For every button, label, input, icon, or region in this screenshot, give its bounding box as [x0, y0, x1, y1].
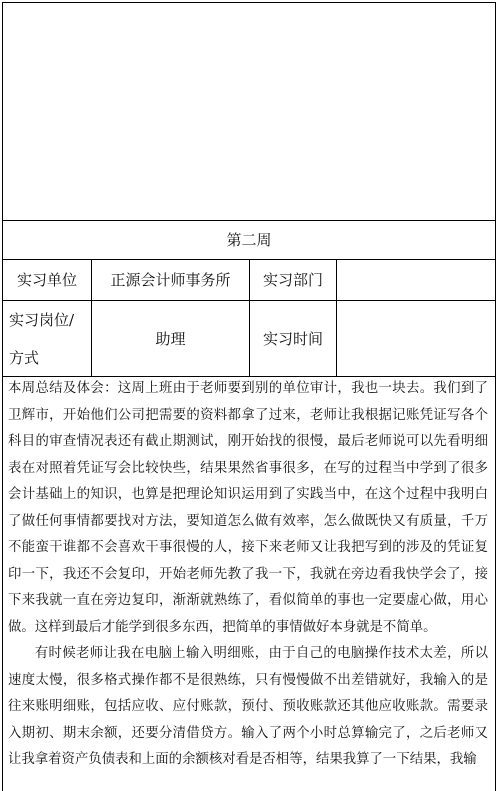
summary-paragraph: 本周总结及体会：这周上班由于老师要到别的单位审计，我也一块去。我们到了卫辉市，开始他们公司把需要的资料都拿了过来，老师让我根据记账凭证写各个科目的审查情况表还有截止期测试，刚开始找的很慢，最后老师说可以先看明细表在对照着凭证写会比较快些，结果果然省事很多，在写的过程当中学到了很多会计基础上的知识，也算是把理论知识运用到了实践当中，在这个过程中我明白了做任何事情都要找对方法，要知道怎么做有效率，怎么做既快又有质量，千万不能蛮干谁都不会喜欢干事很慢的人，接下来老师又让我把写到的涉及的凭证复印一下，我还不会复印，开始老师先教了我一下，我就在旁边看我快学会了，接下来我就一直在旁边复印，渐渐就熟练了，看似简单的事也一定要虚心做，用心做。这样到最后才能学到很多东西，把简单的事情做好本身就是不简单。: [8, 381, 488, 635]
unit-value: 正源会计师事务所: [110, 271, 231, 289]
post-label-line2: 方式: [9, 348, 40, 367]
week-heading: 第二周: [226, 231, 272, 249]
weekly-summary: [8, 376, 488, 774]
time-value: [337, 301, 495, 376]
summary-paragraph: 有时候老师让我在电脑上输入明细账，由于自己的电脑操作技术太差，所以速度太慢，很多格式操作都不是很熟练，只有慢慢做不出差错就好，我输入的是往来账明细账，包括应收、应付账款，预付、预收账款还其他应收账款。需要录入期初、期末余额，还要分清借贷方。输入了两个小时总算输完了，之后老师又让我拿着资产负债表和上面的余额核对看是否相等，结果我算了一下结果，我输: [8, 646, 488, 767]
dept-label: 实习部门: [262, 271, 323, 289]
post-label: [3, 301, 91, 376]
post-value: 助理: [155, 329, 186, 348]
post-label-line1: 实习岗位/: [9, 310, 75, 329]
time-label: 实习时间: [262, 329, 323, 348]
dept-value: [337, 260, 495, 300]
blank-area: [3, 3, 495, 220]
unit-label: 实习单位: [16, 271, 77, 289]
